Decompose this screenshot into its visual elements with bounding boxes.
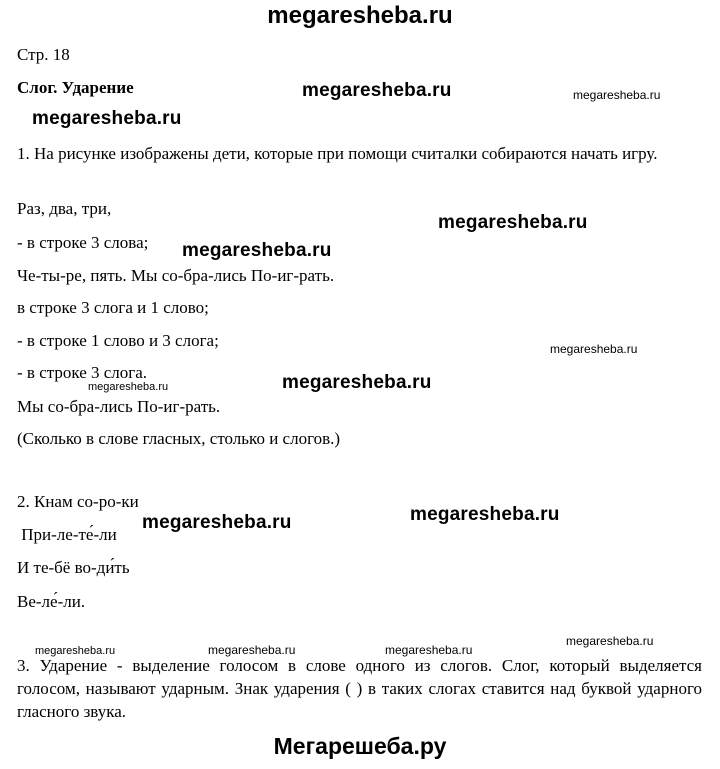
- task1-line: Раз, два, три,: [17, 199, 112, 218]
- task2-line: Ве-ле́-ли.: [17, 592, 86, 611]
- site-header: megaresheba.ru: [267, 2, 453, 29]
- watermark: megaresheba.ru: [573, 88, 661, 102]
- watermark: megaresheba.ru: [566, 634, 654, 648]
- watermark: megaresheba.ru: [438, 212, 588, 233]
- watermark: megaresheba.ru: [302, 80, 452, 101]
- watermark: megaresheba.ru: [550, 342, 638, 356]
- site-footer: Мегарешеба.ру: [273, 733, 447, 759]
- watermark: megaresheba.ru: [385, 643, 473, 657]
- task2-line: 2. Кнам со-ро-ки: [17, 492, 139, 511]
- watermark: megaresheba.ru: [32, 108, 182, 129]
- task1-line: (Сколько в слове гласных, столько и слогов.): [17, 429, 341, 448]
- watermark: megaresheba.ru: [35, 645, 116, 657]
- task2-line: При-ле-те́-ли: [17, 525, 117, 544]
- task1-line: в строке 3 слога и 1 слово;: [17, 298, 209, 317]
- task1-line: Че-ты-ре, пять. Мы со-бра-лись По-иг-рать.: [17, 266, 335, 285]
- page-label: Стр. 18: [17, 45, 70, 64]
- task1-line: Мы со-бра-лись По-иг-рать.: [17, 397, 221, 416]
- watermark: megaresheba.ru: [88, 381, 169, 393]
- watermark: megaresheba.ru: [208, 643, 296, 657]
- section-title: Слог. Ударение: [17, 78, 134, 97]
- watermark: megaresheba.ru: [410, 504, 560, 525]
- task1-line: - в строке 1 слово и 3 слога;: [17, 331, 219, 350]
- task1-line: - в строке 3 слова;: [17, 233, 149, 252]
- task3-text: 3. Ударение - выделение голосом в слове одного из слогов. Слог, который выделяется голосом, называют ударным. Знак ударения ( ) в таких слогах ставится над буквой ударного гласного звука.: [17, 656, 702, 721]
- watermark: megaresheba.ru: [182, 240, 332, 261]
- watermark: megaresheba.ru: [142, 512, 292, 533]
- watermark: megaresheba.ru: [282, 372, 432, 393]
- task1-line: - в строке 3 слога.: [17, 363, 148, 382]
- task2-line: И те-бё во-ди́ть: [17, 558, 130, 577]
- task1-intro: 1. На рисунке изображены дети, которые при помощи считалки собираются начать игру.: [17, 144, 658, 163]
